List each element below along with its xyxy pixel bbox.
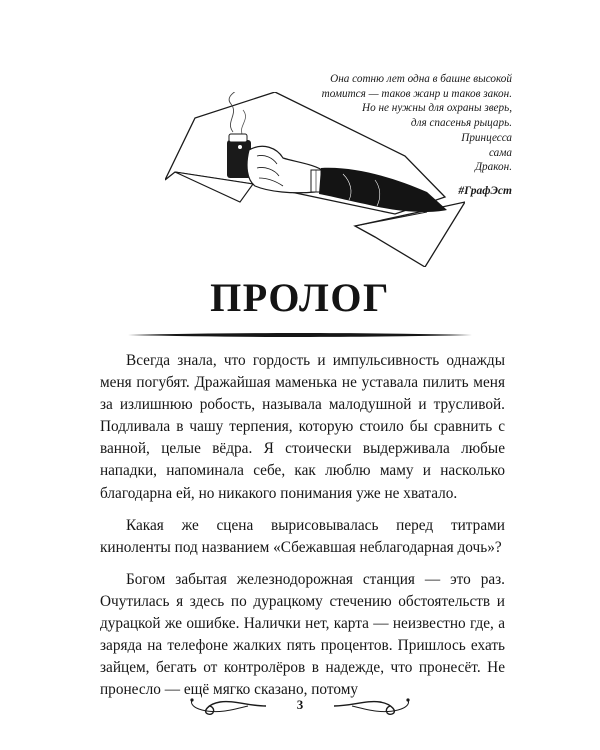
epigraph-signature: #ГрафЭст [458,184,512,197]
body-paragraph: Всегда знала, что гордость и импульсивность однажды меня погубят. Дражайшая маменька не уставала пилить меня за излишнюю робость, называла малодушной и трусливой. Подливала в чашу терпения, которую стоило бы сравнить с ванной, целые вёдра. Я стоически выдерживала любые нападки, напоминала себе, как люблю маму и насколько благодарна ей, но никакого понимания уже не хватало. [100,352,505,502]
epigraph-line: Принцесса [461,131,512,144]
epigraph-line: томится — таков жанр и таков закон. [321,87,512,100]
right-ornament-icon [332,694,412,718]
left-ornament-icon [188,694,268,718]
epigraph [252,72,512,199]
body-paragraph: Богом забытая железнодорожная станция — это раз. Очутилась я здесь по дурацкому стечению обстоятельств и дурацкой же ошибке. Налички нет, карта — неизвестно где, а заряда на телефоне жалких пять процентов. Пришлось ехать зайцем, бегать от контролёров в надежде, что пронесёт. Не пронесло — ещё мягко сказано, потому [100,570,505,699]
page-footer [0,694,600,720]
chapter-body [100,350,505,711]
body-paragraph: Какая же сцена вырисовывалась перед титрами киноленты под названием «Сбежавшая неблагодарная дочь»? [100,516,505,556]
page-number: 3 [296,697,304,712]
epigraph-line: Но не нужны для охраны зверь, [362,102,512,115]
title-divider [128,330,472,340]
chapter-title: ПРОЛОГ [210,275,390,320]
epigraph-line: для спасенья рыцарь. [410,117,512,130]
epigraph-line: сама [488,146,512,159]
epigraph-line: Дракон. [474,161,512,174]
epigraph-line: Она сотню лет одна в башне высокой [330,73,512,85]
